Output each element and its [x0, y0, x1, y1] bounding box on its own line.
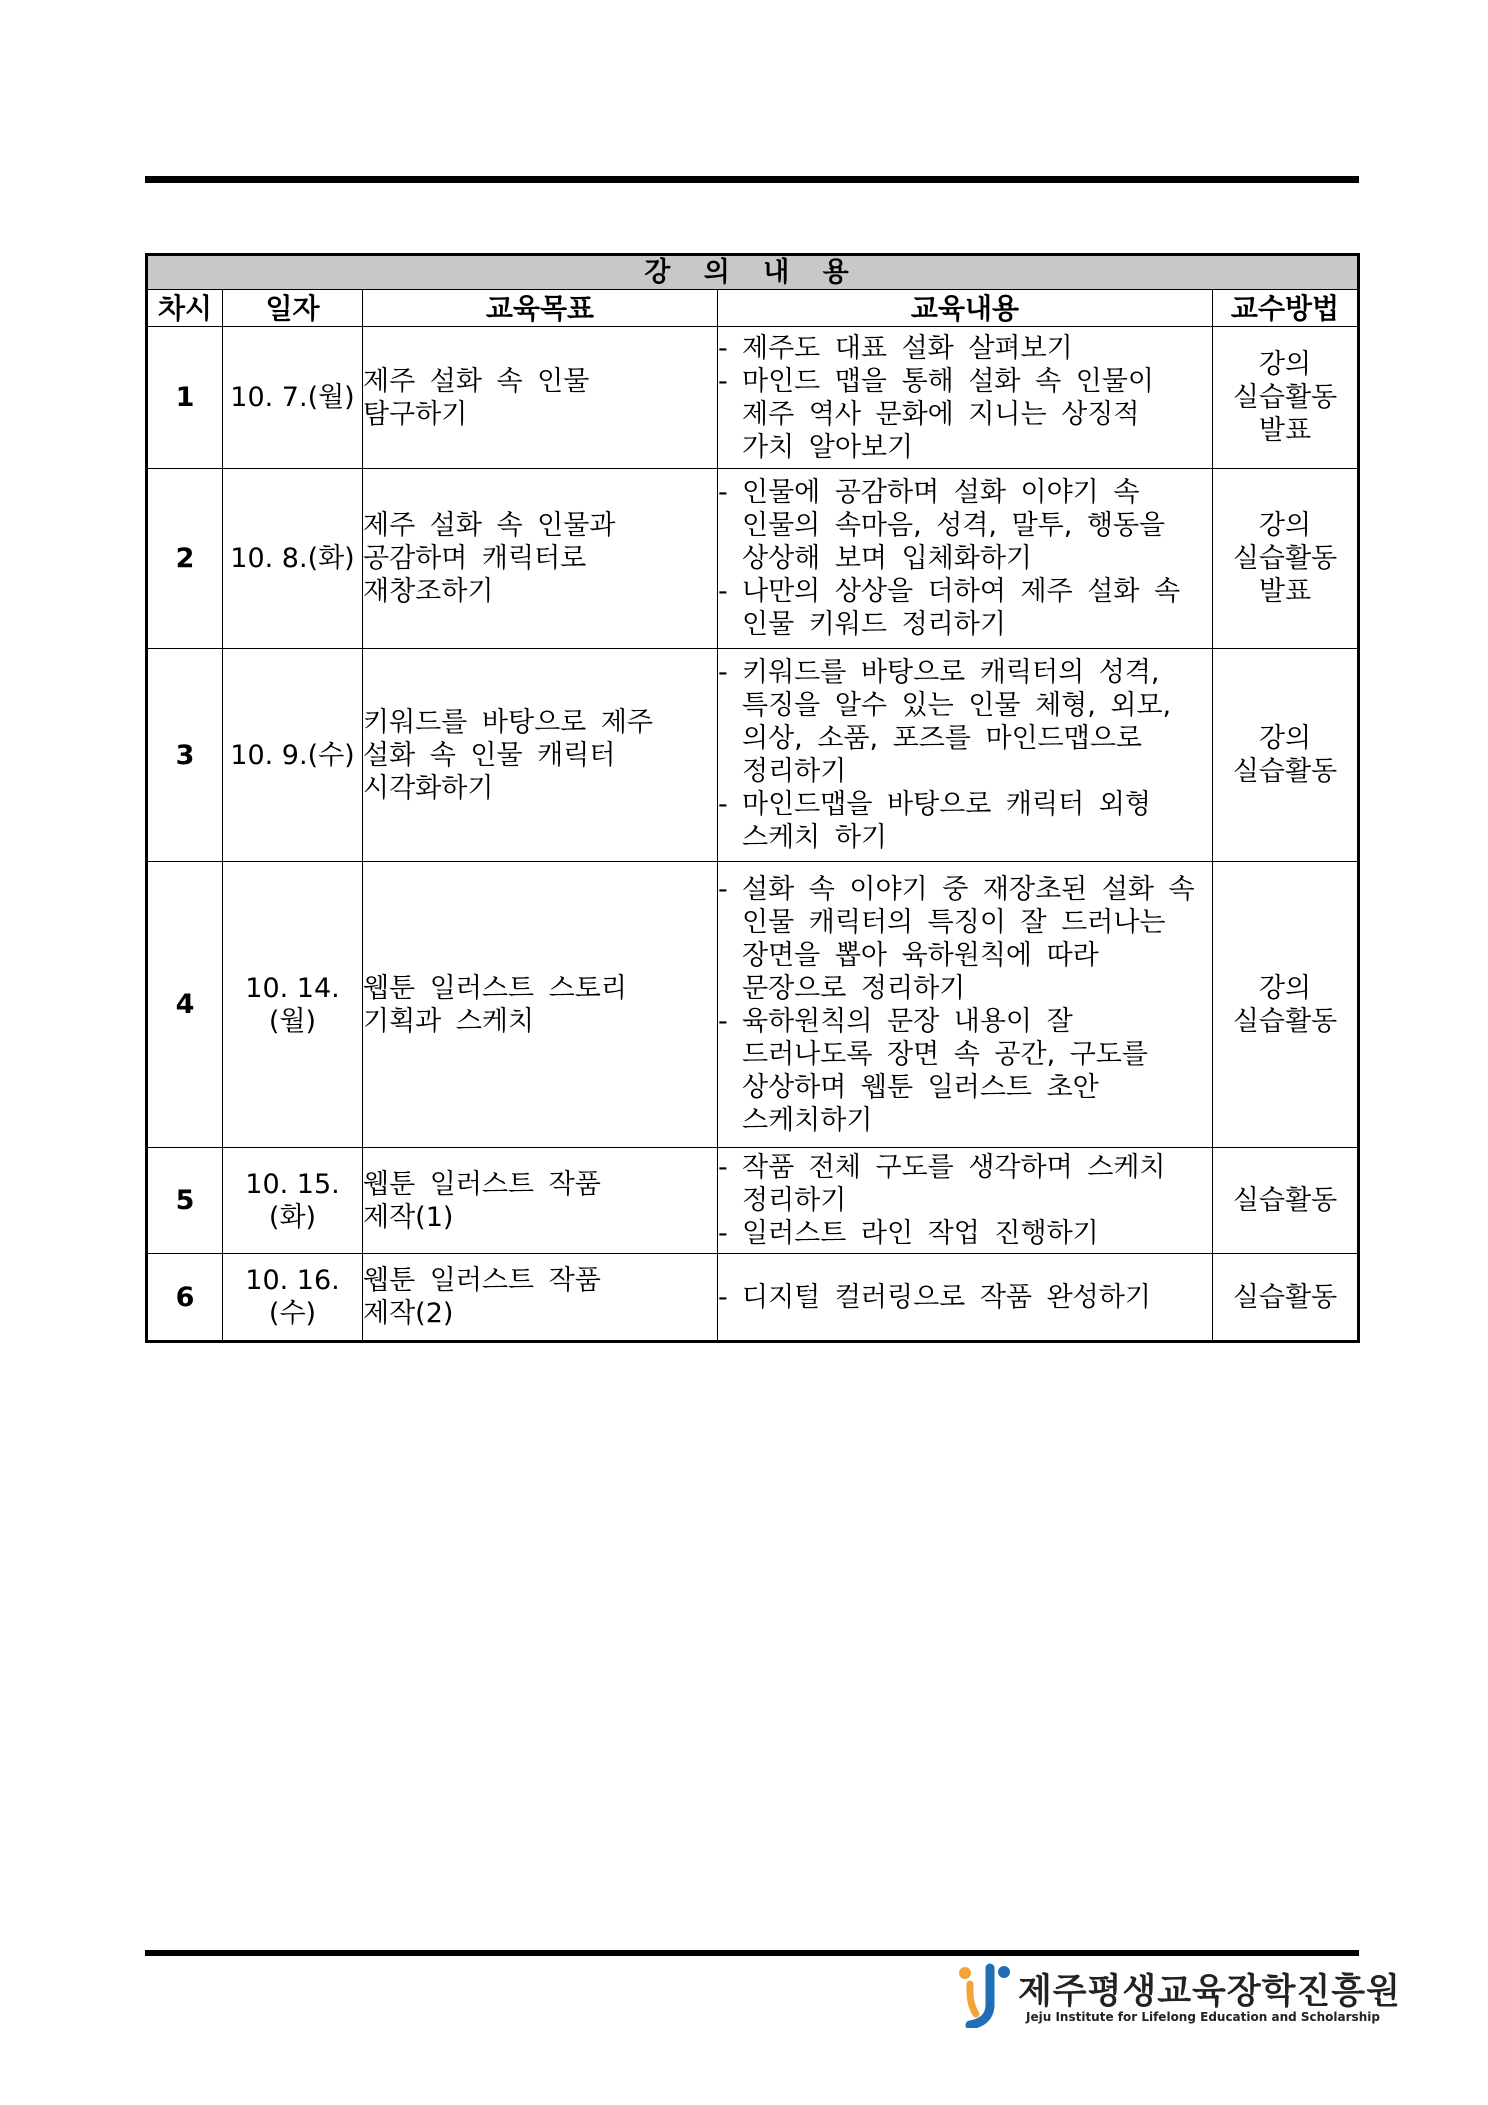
content-item — [718, 656, 1212, 788]
session-goal — [363, 649, 718, 862]
content-item — [718, 575, 1212, 641]
bullet-dash: - — [718, 477, 728, 508]
method-line: 강의 — [1258, 510, 1312, 541]
header-rule — [145, 176, 1359, 183]
bullet-dash: - — [718, 789, 728, 820]
content-line: 스케치하기 — [742, 1104, 873, 1136]
org-emblem-icon — [956, 1962, 1016, 2028]
table-row — [147, 469, 1359, 649]
method-line: 강의 — [1258, 349, 1312, 380]
goal-line: 시각화하기 — [363, 772, 494, 804]
content-line: 나만의 상상을 더하여 제주 설화 속 — [742, 576, 1181, 607]
header-goal: 교육목표 — [363, 290, 718, 327]
session-content — [718, 1254, 1213, 1342]
content-line: 상상해 보며 입체화하기 — [742, 543, 1032, 574]
session-number: 1 — [147, 327, 223, 469]
session-goal — [363, 469, 718, 649]
session-content — [718, 862, 1213, 1148]
content-line: 의상, 소품, 포즈를 마인드맵으로 — [742, 723, 1142, 754]
content-text — [742, 365, 1212, 464]
method-line: 실습활동 — [1232, 382, 1338, 413]
session-date: 10. 16.(수) — [223, 1254, 363, 1342]
goal-line: 탐구하기 — [363, 398, 468, 430]
content-line: 키워드를 바탕으로 캐릭터의 성격, — [742, 657, 1160, 688]
bullet-dash: - — [718, 1005, 728, 1037]
bullet-dash: - — [718, 1281, 728, 1313]
content-item — [718, 476, 1212, 575]
content-item — [718, 1005, 1212, 1137]
session-content — [718, 1148, 1213, 1254]
session-date: 10. 14.(월) — [223, 862, 363, 1148]
content-item — [718, 1281, 1212, 1314]
table-row — [147, 862, 1359, 1148]
session-content — [718, 469, 1213, 649]
content-line: 인물 키워드 정리하기 — [742, 609, 1006, 640]
content-line: 디지털 컬러링으로 작품 완성하기 — [742, 1281, 1151, 1313]
table-title: 강 의 내 용 — [147, 255, 1359, 290]
bullet-dash: - — [718, 1152, 728, 1183]
session-content — [718, 327, 1213, 469]
content-line: 인물 캐릭터의 특징이 잘 드러나는 — [742, 906, 1166, 938]
session-date: 10. 7.(월) — [223, 327, 363, 469]
content-text — [742, 1151, 1212, 1217]
content-line: 마인드 맵을 통해 설화 속 인물이 — [742, 365, 1154, 397]
content-text — [742, 1217, 1212, 1250]
session-number: 6 — [147, 1254, 223, 1342]
session-goal — [363, 862, 718, 1148]
session-number: 5 — [147, 1148, 223, 1254]
content-line: 장면을 뽑아 육하원칙에 따라 — [742, 939, 1099, 971]
teaching-method — [1213, 649, 1359, 862]
method-line: 발표 — [1258, 576, 1312, 607]
teaching-method — [1213, 862, 1359, 1148]
bullet-dash: - — [718, 1218, 728, 1249]
org-name: 제주평생교육장학진흥원 — [1018, 1972, 1401, 2012]
session-content — [718, 649, 1213, 862]
bullet-dash: - — [718, 873, 728, 905]
goal-line: 키워드를 바탕으로 제주 — [363, 706, 653, 738]
content-item — [718, 788, 1212, 854]
goal-line: 설화 속 인물 캐릭터 — [363, 739, 616, 771]
method-line: 강의 — [1258, 972, 1312, 1004]
goal-line: 웹툰 일러스트 작품 — [363, 1168, 601, 1200]
goal-line: 웹툰 일러스트 스토리 — [363, 972, 627, 1004]
content-line: 제주도 대표 설화 살펴보기 — [742, 332, 1073, 364]
content-line: 마인드맵을 바탕으로 캐릭터 외형 — [742, 789, 1151, 820]
goal-line: 제주 설화 속 인물 — [363, 365, 590, 397]
content-item — [718, 332, 1212, 365]
bullet-dash: - — [718, 657, 728, 688]
content-line: 가치 알아보기 — [742, 431, 914, 463]
content-line: 제주 역사 문화에 지니는 상징적 — [742, 398, 1140, 430]
session-goal — [363, 1148, 718, 1254]
goal-line: 제주 설화 속 인물과 — [363, 510, 616, 541]
header-session: 차시 — [147, 290, 223, 327]
session-number: 4 — [147, 862, 223, 1148]
session-goal — [363, 1254, 718, 1342]
teaching-method — [1213, 327, 1359, 469]
method-line: 발표 — [1258, 415, 1312, 446]
content-line: 인물의 속마음, 성격, 말투, 행동을 — [742, 510, 1166, 541]
session-number: 3 — [147, 649, 223, 862]
content-line: 정리하기 — [742, 1185, 847, 1216]
content-line: 정리하기 — [742, 756, 847, 787]
footer-rule — [145, 1950, 1359, 1956]
method-line: 실습활동 — [1232, 756, 1338, 787]
content-text — [742, 788, 1212, 854]
content-item — [718, 873, 1212, 1005]
content-text — [742, 1281, 1212, 1314]
content-text — [742, 332, 1212, 365]
content-item — [718, 1217, 1212, 1250]
content-line: 문장으로 정리하기 — [742, 972, 966, 1004]
table-row — [147, 649, 1359, 862]
goal-line: 기획과 스케치 — [363, 1005, 535, 1037]
content-text — [742, 1005, 1212, 1137]
method-line: 실습활동 — [1232, 1005, 1338, 1037]
session-date: 10. 9.(수) — [223, 649, 363, 862]
content-line: 스케치 하기 — [742, 822, 887, 853]
teaching-method — [1213, 1254, 1359, 1342]
content-line: 인물에 공감하며 설화 이야기 속 — [742, 477, 1140, 508]
content-line: 설화 속 이야기 중 재장초된 설화 속 — [742, 873, 1195, 905]
header-content: 교육내용 — [718, 290, 1213, 327]
content-text — [742, 873, 1212, 1005]
org-name-english: Jeju Institute for Lifelong Education and Scholarship — [1026, 2010, 1380, 2024]
session-number: 2 — [147, 469, 223, 649]
method-line: 강의 — [1258, 723, 1312, 754]
bullet-dash: - — [718, 365, 728, 397]
method-line: 실습활동 — [1232, 1185, 1338, 1216]
content-line: 육하원칙의 문장 내용이 잘 — [742, 1005, 1073, 1037]
method-line: 실습활동 — [1232, 543, 1338, 574]
session-date: 10. 15.(화) — [223, 1148, 363, 1254]
session-goal — [363, 327, 718, 469]
method-line: 실습활동 — [1232, 1281, 1338, 1313]
goal-line: 재창조하기 — [363, 576, 494, 607]
session-date: 10. 8.(화) — [223, 469, 363, 649]
content-text — [742, 656, 1212, 788]
content-text — [742, 575, 1212, 641]
lecture-plan-table — [145, 253, 1360, 1343]
table-row — [147, 1254, 1359, 1342]
goal-line: 공감하며 캐릭터로 — [363, 543, 587, 574]
table-row — [147, 327, 1359, 469]
table-row — [147, 1148, 1359, 1254]
content-item — [718, 365, 1212, 464]
content-text — [742, 476, 1212, 575]
content-item — [718, 1151, 1212, 1217]
bullet-dash: - — [718, 332, 728, 364]
bullet-dash: - — [718, 576, 728, 607]
header-method: 교수방법 — [1213, 290, 1359, 327]
org-logo — [956, 1962, 1401, 2028]
content-line: 작품 전체 구도를 생각하며 스케치 — [742, 1152, 1166, 1183]
goal-line: 제작(2) — [363, 1298, 454, 1329]
teaching-method — [1213, 1148, 1359, 1254]
content-line: 상상하며 웹툰 일러스트 초안 — [742, 1071, 1099, 1103]
teaching-method — [1213, 469, 1359, 649]
content-line: 드러나도록 장면 속 공간, 구도를 — [742, 1038, 1148, 1070]
goal-line: 제작(1) — [363, 1201, 454, 1233]
content-line: 일러스트 라인 작업 진행하기 — [742, 1218, 1099, 1249]
goal-line: 웹툰 일러스트 작품 — [363, 1265, 601, 1296]
header-date: 일자 — [223, 290, 363, 327]
content-line: 특징을 알수 있는 인물 체형, 외모, — [742, 690, 1172, 721]
